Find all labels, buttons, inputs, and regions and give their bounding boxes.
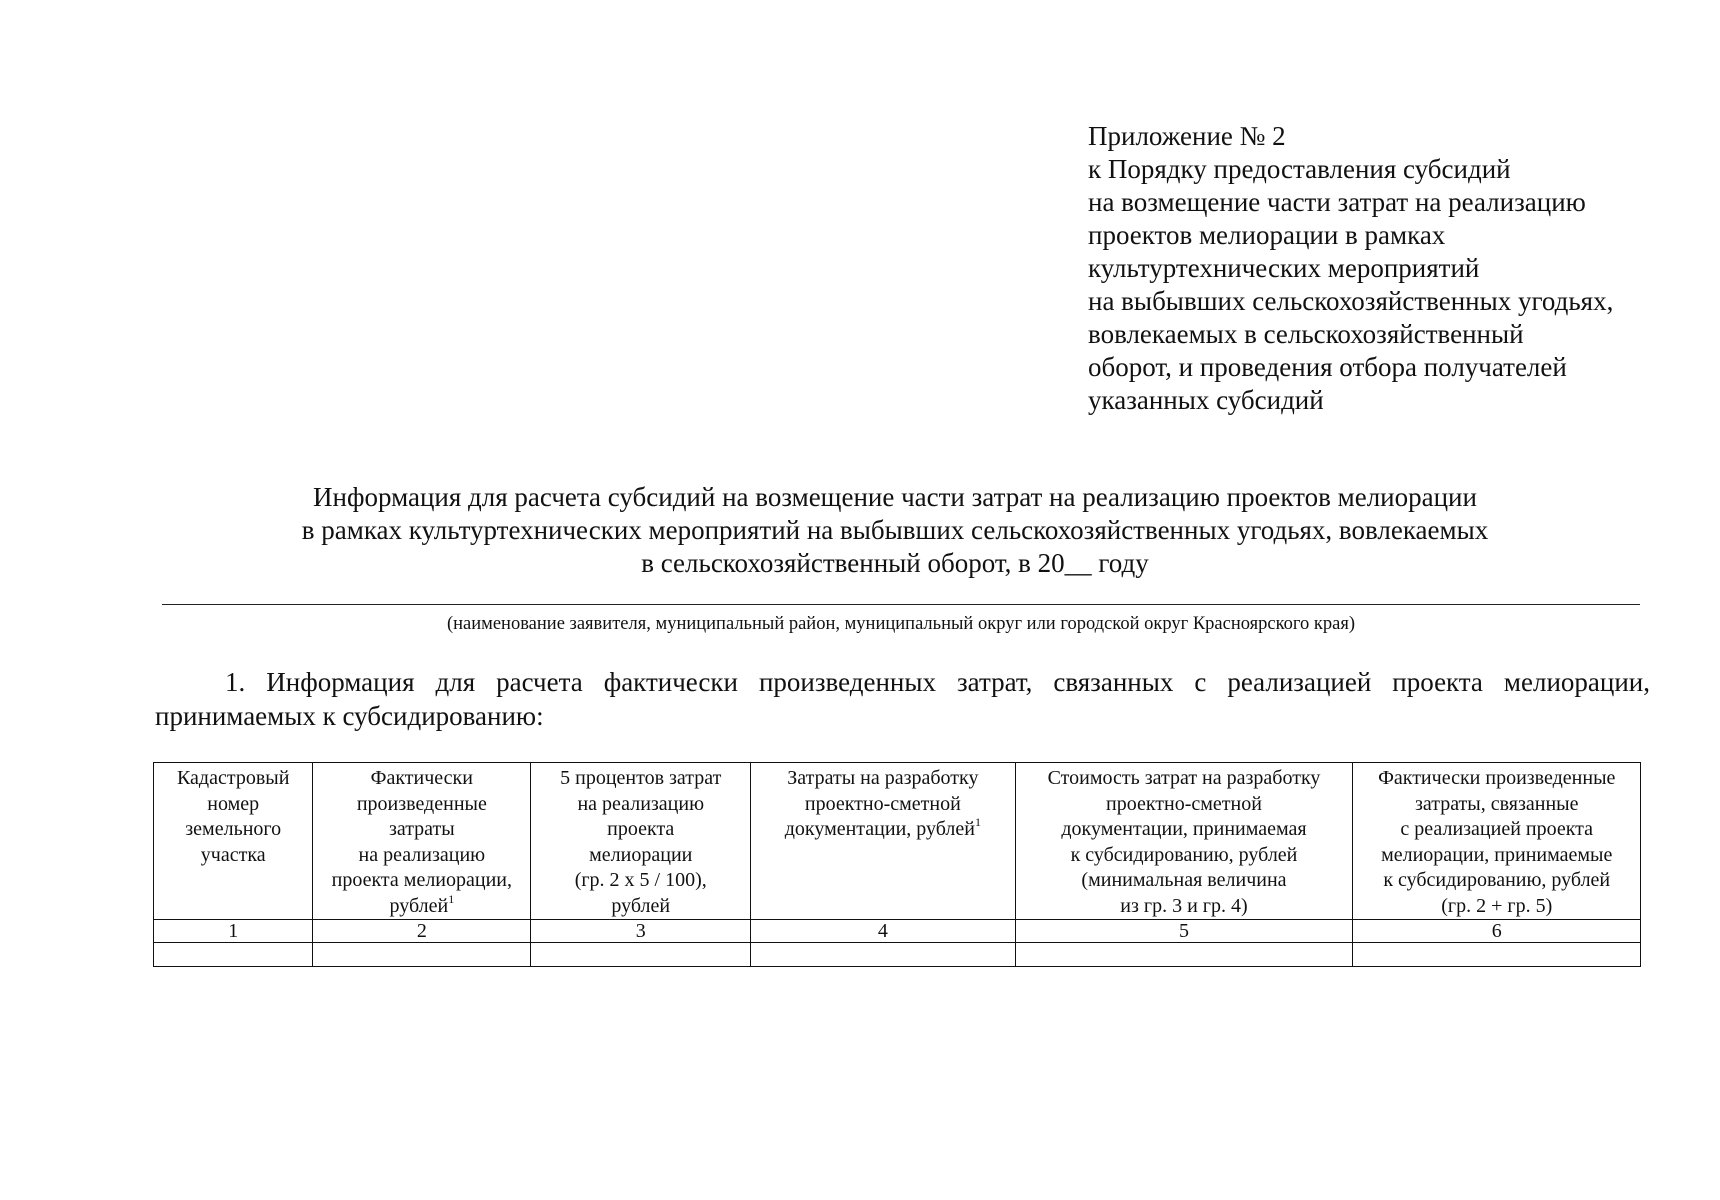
empty-cell: [751, 943, 1015, 967]
header-five-percent: 5 процентов затрат на реализацию проекта мелиорации (гр. 2 х 5 / 100), рублей: [531, 763, 751, 920]
empty-cell: [531, 943, 751, 967]
appendix-line: указанных субсидий: [1088, 385, 1324, 415]
header-cadastral-number: Кадастровый номер земельного участка: [154, 763, 313, 920]
empty-cell: [1353, 943, 1641, 967]
appendix-line: вовлекаемых в сельскохозяйственный: [1088, 319, 1524, 349]
header-actual-costs: Фактически произведенные затраты на реализацию проекта мелиорации, рублей$^1$: [313, 763, 531, 920]
column-number: 6: [1353, 920, 1641, 943]
costs-table-wrap: [153, 762, 1641, 967]
title-line: в рамках культуртехнических мероприятий на выбывших сельскохозяйственных угодьях, вовлекаемых: [301, 515, 1489, 545]
title-line: Информация для расчета субсидий на возмещение части затрат на реализацию проектов мелиорации: [313, 482, 1477, 512]
column-number: 1: [154, 920, 313, 943]
appendix-line: на выбывших сельскохозяйственных угодьях,: [1088, 286, 1614, 316]
appendix-line: культуртехнических мероприятий: [1088, 253, 1480, 283]
title-line: в сельскохозяйственный оборот, в 20__ году: [641, 548, 1149, 578]
appendix-block: [1088, 120, 1688, 417]
appendix-line: проектов мелиорации в рамках: [1088, 220, 1446, 250]
applicant-caption: (наименование заявителя, муниципальный район, муниципальный округ или городской округ Красноярского края): [446, 614, 1356, 634]
empty-cell: [1015, 943, 1353, 967]
header-accepted-design-costs: Стоимость затрат на разработку проектно-сметной документации, принимаемая к субсидированию, рублей (минимальная величина из гр. 3 и гр. 4): [1015, 763, 1353, 920]
appendix-line: оборот, и проведения отбора получателей: [1088, 352, 1567, 382]
appendix-line: Приложение № 2: [1088, 121, 1286, 151]
empty-cell: [313, 943, 531, 967]
column-number: 5: [1015, 920, 1353, 943]
empty-data-row: [154, 943, 1641, 967]
header-total-accepted-costs: Фактически произведенные затраты, связанные с реализацией проекта мелиорации, принимаемые к субсидированию, рублей (гр. 2 + гр. 5): [1353, 763, 1641, 920]
column-number: 3: [531, 920, 751, 943]
footnote-mark: 1: [448, 891, 455, 906]
footnote-mark: 1: [974, 815, 981, 829]
appendix-line: к Порядку предоставления субсидий: [1088, 154, 1511, 184]
column-number: 4: [751, 920, 1015, 943]
section-1-text: 1. Информация для расчета фактически произведенных затрат, связанных с реализацией проекта мелиорации, принимаемых к субсидированию:: [155, 667, 1650, 731]
appendix-line: на возмещение части затрат на реализацию: [1088, 187, 1586, 217]
column-number: 2: [313, 920, 531, 943]
costs-table: [153, 762, 1641, 967]
column-number-row: [154, 920, 1641, 943]
empty-cell: [154, 943, 313, 967]
header-design-costs: Затраты на разработку проектно-сметной документации, рублей$^1$: [751, 763, 1015, 920]
document-title: [150, 481, 1640, 580]
applicant-name-line: [162, 604, 1640, 605]
header-row: [154, 763, 1641, 920]
